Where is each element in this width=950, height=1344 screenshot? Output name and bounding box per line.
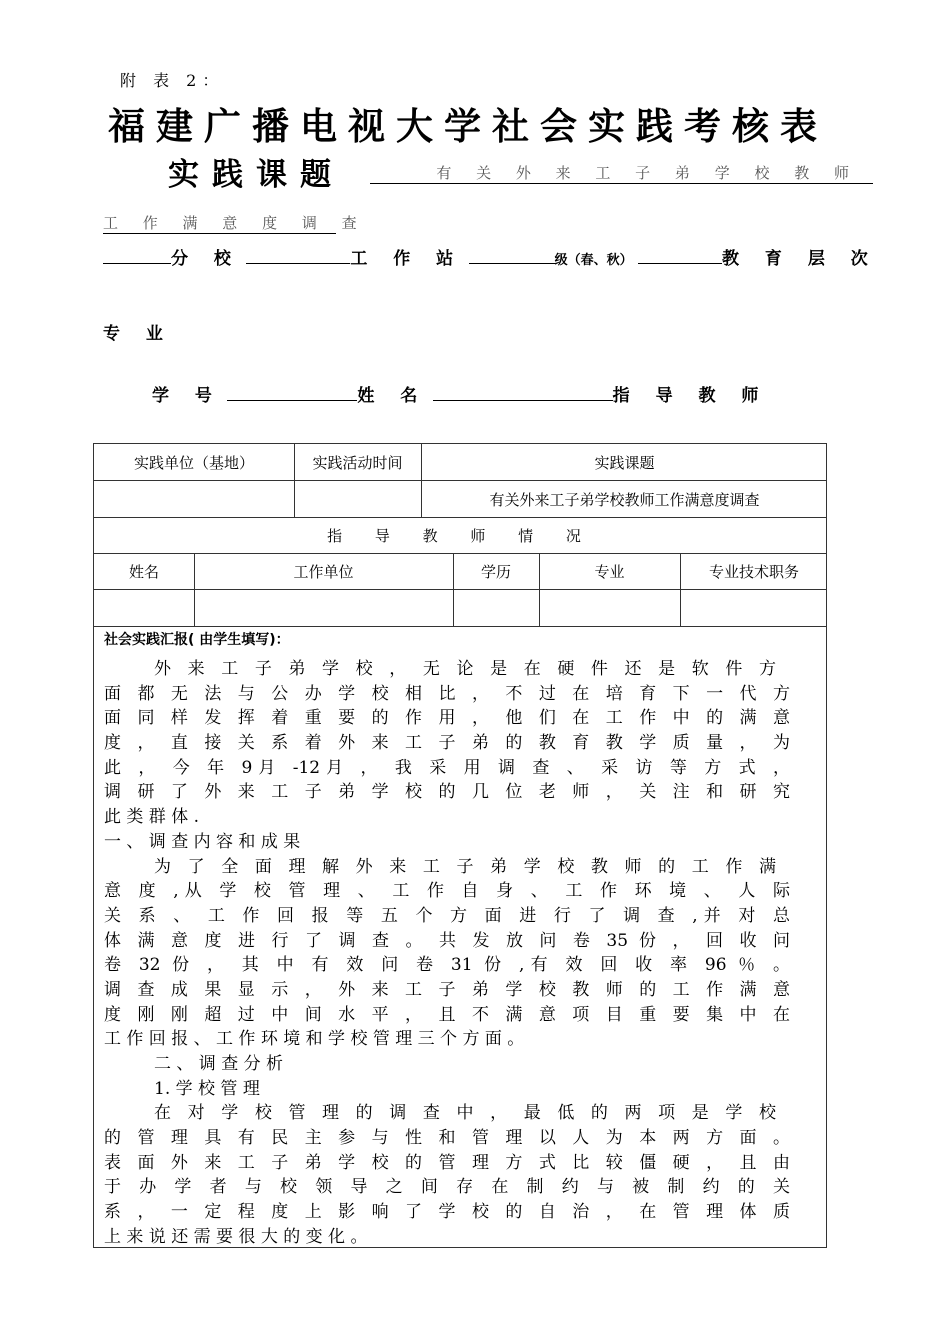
advisor-label: 指 导 教 师	[612, 386, 769, 406]
advisor-education-cell[interactable]	[453, 590, 539, 626]
report-section[interactable]	[94, 627, 826, 1247]
table-value-row	[94, 481, 826, 518]
branch-field[interactable]	[103, 248, 171, 264]
page-title: 福建广播电视大学社会实践考核表	[108, 104, 828, 148]
level-field[interactable]	[638, 248, 722, 264]
advisor-value-row	[94, 590, 826, 627]
table-header-row	[94, 444, 826, 481]
report-line: 卷 32 份 ， 其 中 有 效 问 卷 31 份 ,有 效 回 收 率 96 ％ 。	[104, 955, 790, 976]
advisor-section-row	[94, 518, 826, 554]
topic-value-line1: 有 关 外 来 工 子 弟 学 校 教 师	[436, 164, 859, 182]
topic-field-line1[interactable]	[370, 160, 873, 184]
advisor-name-cell[interactable]	[94, 590, 194, 626]
report-line: 体 满 意 度 进 行 了 调 查 。 共 发 放 问 卷 35 份 ， 回 收 问	[104, 930, 790, 951]
report-line: 1. 学 校 管 理	[154, 1078, 260, 1099]
col-unit-header: 实践单位（基地）	[133, 453, 254, 472]
station-field[interactable]	[246, 248, 350, 264]
grade-label: 级（春、秋）	[554, 253, 633, 268]
student-id-field[interactable]	[227, 385, 357, 401]
name-label: 姓 名	[357, 386, 428, 406]
report-line: 调 研 了 外 来 工 子 弟 学 校 的 几 位 老 师 ， 关 注 和 研 究	[104, 782, 790, 803]
report-title: 社会实践汇报( 由学生填写)：	[104, 632, 290, 648]
report-line: 面 都 无 法 与 公 办 学 校 相 比 ， 不 过 在 培 育 下 一 代 方	[104, 683, 790, 704]
report-line: 度 ， 直 接 关 系 着 外 来 工 子 弟 的 教 育 教 学 质 量 ， 为	[104, 733, 790, 754]
report-body	[104, 657, 818, 1250]
topic-value-cell[interactable]: 有关外来工子弟学校教师工作满意度调查	[489, 490, 760, 509]
advisor-header-row	[94, 554, 826, 590]
advisor-workplace-cell[interactable]	[194, 590, 453, 626]
report-line: 表 面 外 来 工 子 弟 学 校 的 管 理 方 式 比 较 僵 硬 ， 且 由	[104, 1152, 790, 1173]
report-line: 系 ， 一 定 程 度 上 影 响 了 学 校 的 自 治 ， 在 管 理 体 质	[104, 1202, 790, 1223]
report-line: 关 系 、 工 作 回 报 等 五 个 方 面 进 行 了 调 查 ,并 对 总	[104, 905, 790, 926]
report-line: 度 刚 刚 超 过 中 间 水 平 ， 且 不 满 意 项 目 重 要 集 中 在	[104, 1004, 790, 1025]
col-topic-header: 实践课题	[594, 453, 655, 472]
appendix-label: 附 表 2：	[120, 71, 225, 90]
report-line: 一 、 调 查 内 容 和 成 果	[104, 831, 301, 852]
advisor-title-header: 专业技术职务	[708, 563, 799, 581]
report-line: 意 度 ,从 学 校 管 理 、 工 作 自 身 、 工 作 环 境 、 人 际	[104, 881, 790, 902]
report-line: 工 作 回 报 、 工 作 环 境 和 学 校 管 理 三 个 方 面 。	[104, 1029, 525, 1050]
report-line: 面 同 样 发 挥 着 重 要 的 作 用 ， 他 们 在 工 作 中 的 满 意	[104, 708, 790, 729]
assessment-table	[93, 443, 827, 1248]
col-time-header: 实践活动时间	[312, 453, 403, 472]
report-line: 的 管 理 具 有 民 主 参 与 性 和 管 理 以 人 为 本 两 方 面 。	[104, 1128, 790, 1149]
report-line: 于 办 学 者 与 校 领 导 之 间 存 在 制 约 与 被 制 约 的 关	[104, 1177, 790, 1198]
report-line: 此 ， 今 年 9月 -12月 ， 我 采 用 调 查 、 采 访 等 方 式 ，	[104, 757, 790, 778]
student-info-line	[152, 381, 768, 406]
advisor-section-title: 指 导 教 师 情 况	[327, 527, 595, 545]
topic-field-line2[interactable]	[103, 212, 367, 234]
advisor-name-header: 姓名	[128, 563, 159, 581]
report-line: 在 对 学 校 管 理 的 调 查 中 ， 最 低 的 两 项 是 学 校	[154, 1103, 776, 1124]
grade-field[interactable]	[469, 248, 555, 264]
advisor-major-header: 专业	[594, 563, 625, 581]
branch-label: 分 校	[171, 249, 241, 269]
report-line: 二 、 调 查 分 析	[154, 1054, 284, 1074]
major-label: 专 业	[103, 324, 173, 344]
advisor-title-cell[interactable]	[680, 590, 828, 626]
report-line: 为 了 全 面 理 解 外 来 工 子 弟 学 校 教 师 的 工 作 满	[154, 856, 776, 877]
report-line: 此 类 群 体 .	[104, 807, 200, 828]
report-line: 上 来 说 还 需 要 很 大 的 变 化 。	[104, 1226, 368, 1247]
branch-info-line	[103, 244, 878, 269]
advisor-workplace-header: 工作单位	[293, 563, 354, 581]
name-field[interactable]	[433, 385, 613, 401]
advisor-education-header: 学历	[480, 563, 511, 581]
station-label: 工 作 站	[350, 249, 464, 269]
topic-label: 实践课题	[168, 157, 344, 193]
report-line: 外 来 工 子 弟 学 校 ， 无 论 是 在 硬 件 还 是 软 件 方	[154, 659, 776, 679]
student-id-label: 学 号	[152, 386, 222, 406]
topic-value-line2: 工 作 满 意 度 调 查	[103, 214, 367, 232]
level-label: 教 育 层 次	[722, 249, 878, 269]
report-line: 调 查 成 果 显 示 ， 外 来 工 子 弟 学 校 教 师 的 工 作 满 意	[104, 979, 790, 1000]
unit-value-cell[interactable]	[94, 481, 294, 517]
advisor-major-cell[interactable]	[539, 590, 680, 626]
time-value-cell[interactable]	[294, 481, 421, 517]
